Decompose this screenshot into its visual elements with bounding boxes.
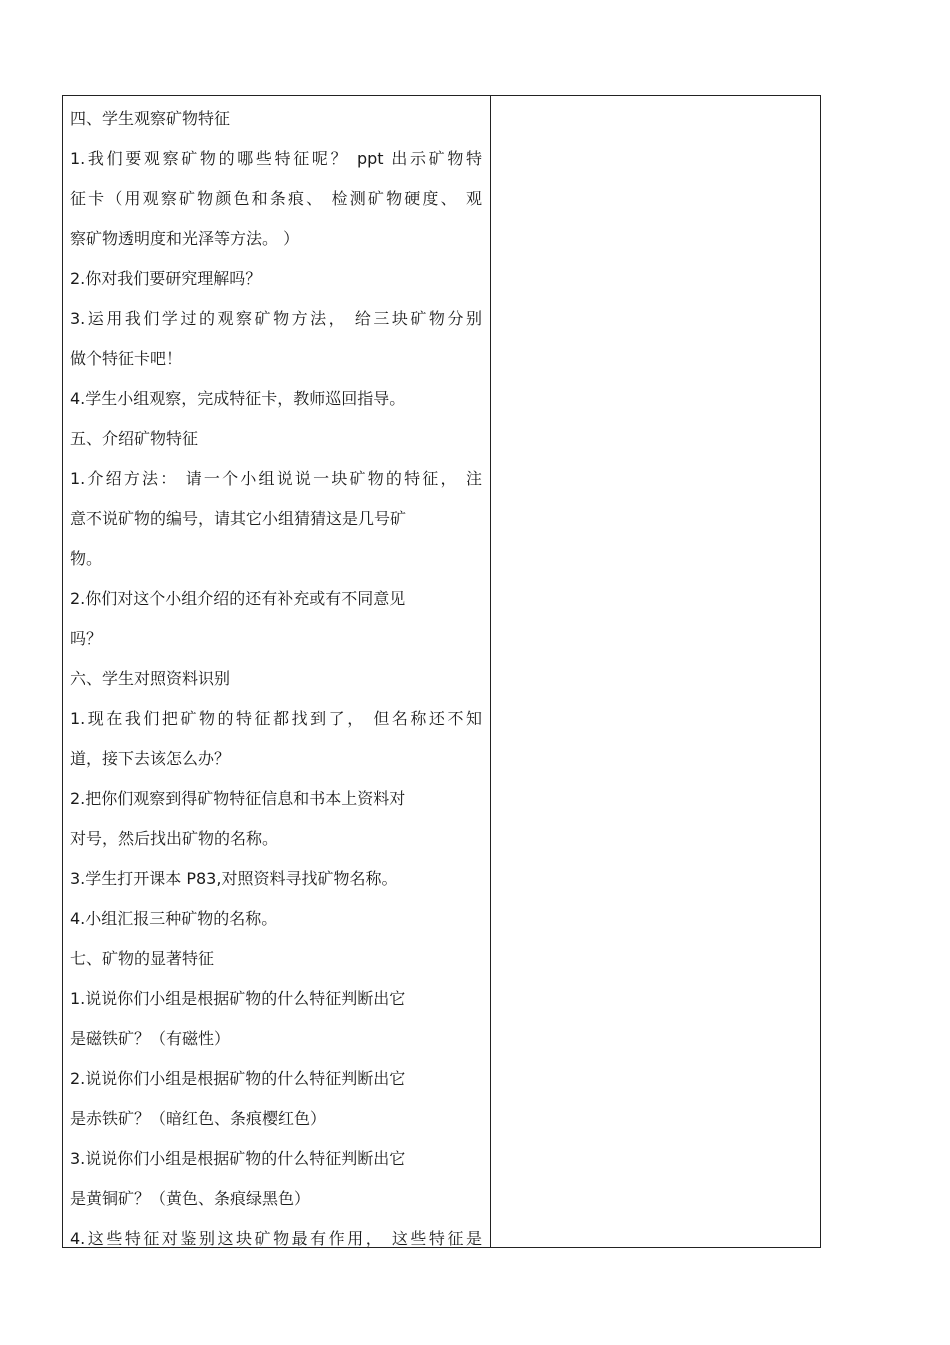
text-line: 道，接下去该怎么办？ [70, 749, 231, 768]
text-line: 做个特征卡吧！ [70, 349, 183, 368]
text-line: 物。 [70, 549, 103, 568]
notes-cell [491, 96, 820, 1247]
text-line: 4.学生小组观察，完成特征卡，教师巡回指导。 [70, 389, 406, 408]
text-line: 察矿物透明度和光泽等方法。 ） [70, 229, 300, 248]
text-line: 3.运用我们学过的观察矿物方法， 给三块矿物分别 [70, 309, 482, 328]
text-line: 4.小组汇报三种矿物的名称。 [70, 909, 278, 928]
text-line: 对号，然后找出矿物的名称。 [70, 829, 279, 848]
text-line: 2.你对我们要研究理解吗？ [70, 269, 262, 288]
text-line: 四、学生观察矿物特征 [70, 109, 231, 128]
text-line: 3.说说你们小组是根据矿物的什么特征判断出它 [70, 1149, 406, 1168]
text-line: 1.我们要观察矿物的哪些特征呢？ ppt 出示矿物特 [70, 149, 482, 168]
lesson-content-cell [63, 96, 491, 1247]
text-line: 五、介绍矿物特征 [70, 429, 199, 448]
text-line: 吗？ [70, 629, 103, 648]
text-line: 征卡（用观察矿物颜色和条痕、 检测矿物硬度、 观 [70, 189, 482, 208]
text-line: 1.现在我们把矿物的特征都找到了， 但名称还不知 [70, 709, 482, 728]
text-line: 2.说说你们小组是根据矿物的什么特征判断出它 [70, 1069, 406, 1088]
text-line: 六、学生对照资料识别 [70, 669, 231, 688]
text-line: 1.介绍方法： 请一个小组说说一块矿物的特征， 注 [70, 469, 482, 488]
text-line: 2.把你们观察到得矿物特征信息和书本上资料对 [70, 789, 406, 808]
text-line: 3.学生打开课本 P83,对照资料寻找矿物名称。 [70, 869, 398, 888]
text-line: 4.这些特征对鉴别这块矿物最有作用， 这些特征是 [70, 1229, 482, 1247]
text-line: 是黄铜矿？（黄色、条痕绿黑色） [70, 1189, 311, 1208]
text-line: 七、矿物的显著特征 [70, 949, 215, 968]
text-line: 1.说说你们小组是根据矿物的什么特征判断出它 [70, 989, 406, 1008]
text-line: 2.你们对这个小组介绍的还有补充或有不同意见 [70, 589, 406, 608]
text-line: 意不说矿物的编号，请其它小组猜猜这是几号矿 [70, 509, 407, 528]
lesson-plan-table [62, 95, 821, 1248]
text-line: 是磁铁矿？（有磁性） [70, 1029, 231, 1048]
text-line: 是赤铁矿？（暗红色、条痕樱红色） [70, 1109, 327, 1128]
